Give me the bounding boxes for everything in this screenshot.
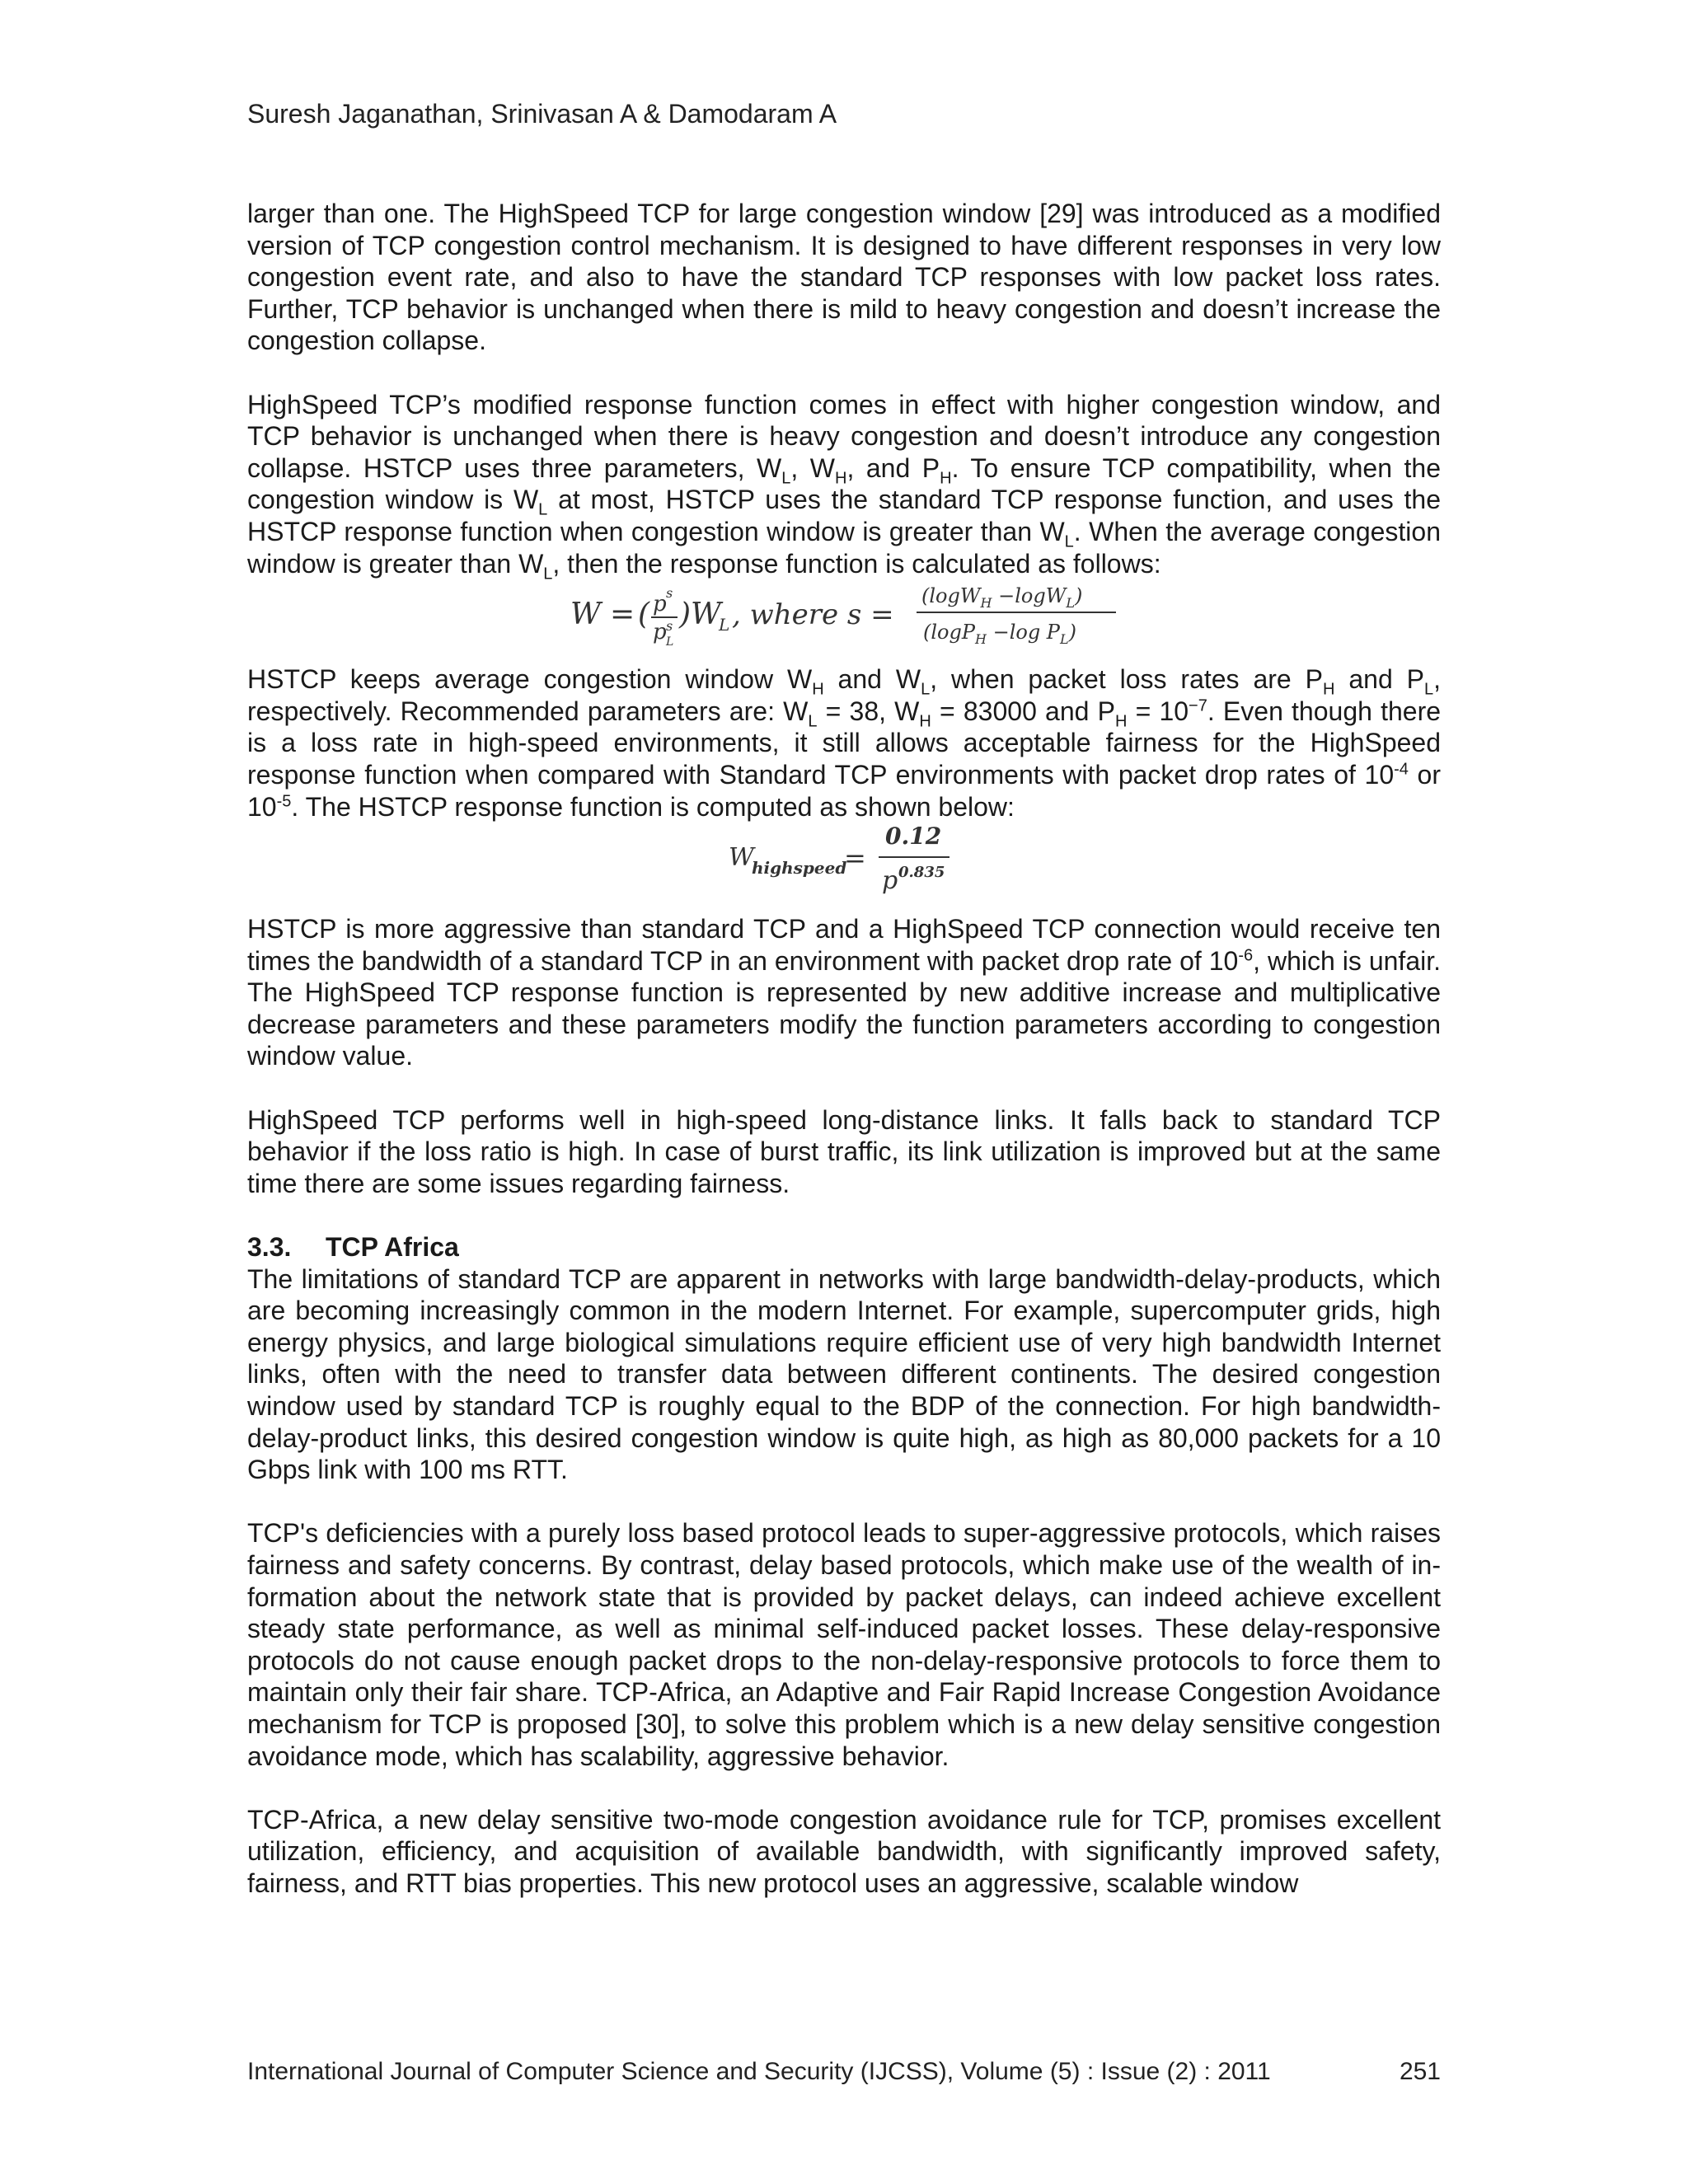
svg-text:): ) [679, 598, 692, 632]
equation-response-function [247, 579, 1441, 663]
equation-2-svg [729, 818, 976, 908]
page-footer [247, 2055, 1441, 2088]
equation-highspeed-response [247, 823, 1441, 913]
svg-text:=: = [610, 598, 635, 632]
paragraph-3: HSTCP keeps average congestion window $W_H$ and $W_L$, when packet loss rates are $P_H$ and $P_L$, respectively. Recommended parameters are: $W_L = 38$, $W_H = 83000$ and $P_H = 10^{-7}$. Even though there is a loss rate in high-speed environments, it still allows acceptable fairness for the HighSpeed response function when compared with Standard TCP environments with packet drop rates of $10^{-4}$ or $10^{-5}$. The HSTCP response function is computed as shown below: [247, 664, 1442, 822]
paragraph-8: TCP-Africa, a new delay sensitive two-mode congestion avoidance rule for TCP, promises excellent utilization, efficiency, and acquisition of available bandwidth, with significantly improved safety, fairness, and RTT bias properties. This new protocol uses an aggressive, scalable window [247, 1804, 1441, 1898]
paragraph-1: larger than one. The HighSpeed TCP for large congestion window [29] was introduced as a modified version of TCP congestion control mechanism. It is designed to have different responses in very low congestion event rate, and also to have the standard TCP responses with low packet loss rates. Further, TCP behavior is unchanged when there is mild to heavy congestion and doesn’t increase the congestion collapse. [247, 199, 1441, 356]
svg-text:p: p [653, 592, 667, 617]
svg-text:p: p [882, 866, 898, 896]
svg-text:0.12: 0.12 [885, 823, 942, 851]
svg-text:W: W [570, 598, 602, 632]
equation-1-svg [570, 573, 1147, 657]
svg-text:s: s [666, 585, 673, 602]
footer-journal: International Journal of Computer Science and Security (IJCSS), Volume (5) : Issue (2) : 2011 [247, 2058, 1271, 2085]
svg-text:p: p [653, 620, 667, 645]
svg-text:s: s [666, 618, 673, 635]
paragraph-5: HighSpeed TCP performs well in high-speed long-distance links. It falls back to standard TCP behavior if the loss ratio is high. In case of burst traffic, its link utilization is improved but at the same time there are some issues regarding fairness. [247, 1104, 1441, 1198]
running-head-authors: Suresh Jaganathan, Srinivasan A & Damodaram A [247, 99, 837, 129]
paragraph-6: The limitations of standard TCP are apparent in networks with large bandwidth-delay-products, which are becoming increasingly common in the modern Internet. For example, supercomputer grids, high energy physics, and large biological simulations require efficient use of very high bandwidth Internet links, often with the need to transfer data between different continents. The desired congestion window used by standard TCP is roughly equal to the BDP of the connection. For high bandwidth-delay-product links, this desired congestion window is quite high, as high as 80,000 packets for a 10 Gbps link with 100 ms RTT. [247, 1263, 1441, 1485]
section-number: 3.3. [247, 1232, 292, 1263]
svg-text:(logPH −log PL): (logP$_H$ −log $P_L$) [923, 621, 1076, 648]
svg-text:highspeed: highspeed [752, 858, 847, 879]
svg-text:, where s =: , where s = [732, 598, 894, 632]
svg-text:0.835: 0.835 [898, 864, 945, 882]
svg-text:W: W [691, 598, 722, 632]
paragraph-4: HSTCP is more aggressive than standard TCP and a HighSpeed TCP connection would receive ten times the bandwidth of a standard TCP in an environment with packet drop rate of $10^{-6}$, which is unfair. The HighSpeed TCP response function is represented by new additive increase and multiplicative decrease parameters and these parameters modify the function parameters according to congestion window value. [247, 914, 1442, 1071]
svg-text:(: ( [638, 598, 650, 632]
svg-text:L: L [719, 615, 730, 635]
svg-text:W: W [729, 843, 754, 873]
svg-text:(logWH −logWL): (logW$_H$ −logW$_L$) [921, 584, 1083, 612]
page-number: 251 [1399, 2058, 1441, 2085]
paragraph-2: HighSpeed TCP’s modified response function comes in effect with higher congestion window, and TCP behavior is unchanged when there is heavy congestion and doesn’t introduce any congestion collapse. HSTCP uses three parameters, $W_L$, $W_H$, and $P_H$. To ensure TCP compatibility, when the congestion window is $W_L$ at most, HSTCP uses the standard TCP response function, and uses the HSTCP response function when congestion window is greater than $W_L$. When the average congestion window is greater than $W_L$, then the response function is calculated as follows: [247, 389, 1442, 583]
svg-text:L: L [666, 635, 674, 649]
svg-text:=: = [844, 842, 866, 874]
section-heading [247, 1231, 1441, 1263]
article-body [247, 198, 1441, 1900]
paragraph-7: TCP's deficiencies with a purely loss based protocol leads to super-aggressive protocols, which raises fairness and safety concerns. By contrast, delay based protocols, which make use of the wealth of in-formation about the network state that is provided by packet delays, can indeed achieve excellent steady state performance, as well as minimal self-induced packet losses. These delay-responsive protocols do not cause enough packet drops to the non-delay-responsive protocols to force them to maintain only their fair share. TCP-Africa, an Adaptive and Fair Rapid Increase Congestion Avoidance mechanism for TCP is proposed [30], to solve this problem which is a new delay sensitive congestion avoidance mode, which has scalability, aggressive behavior. [247, 1518, 1441, 1771]
section-title: TCP Africa [326, 1232, 459, 1263]
